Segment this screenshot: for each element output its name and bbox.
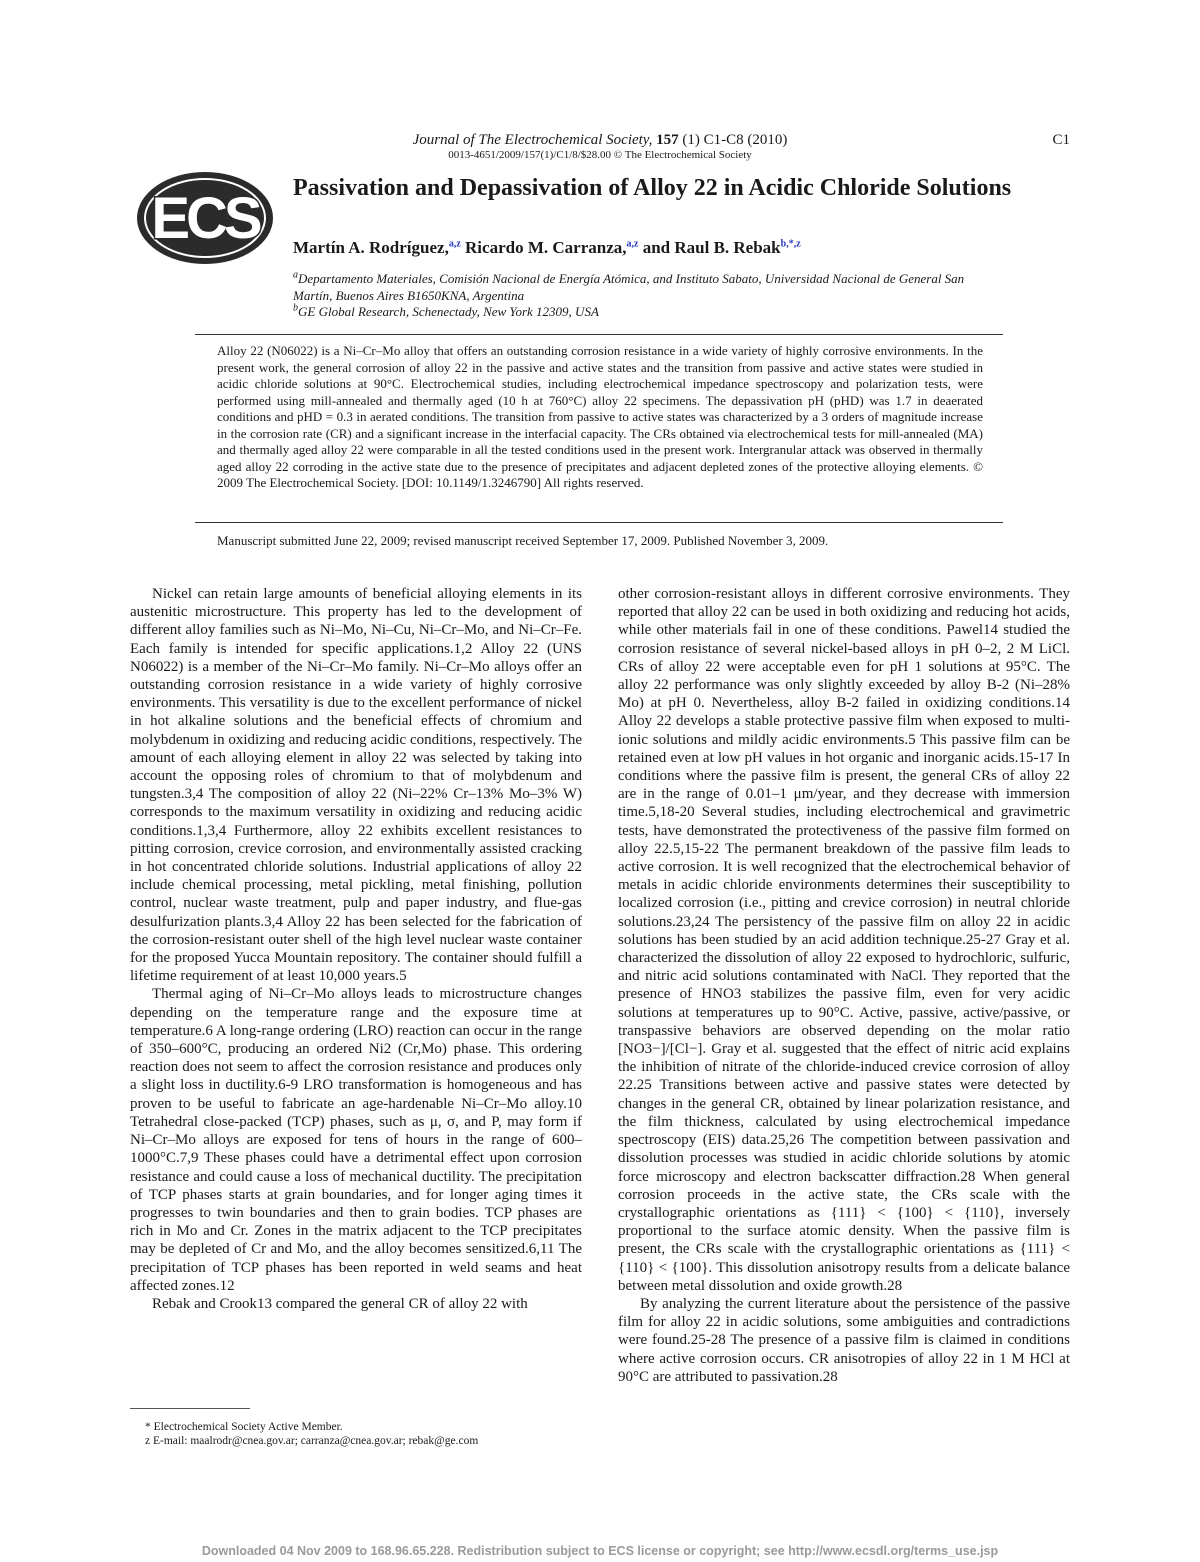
footnote-email: z E-mail: maalrodr@cnea.gov.ar; carranza@cnea.gov.ar; rebak@ge.com — [145, 1435, 479, 1447]
page-number: C1 — [1052, 132, 1070, 148]
manuscript-dates: Manuscript submitted June 22, 2009; revised manuscript received September 17, 2009. Published November 3, 2009. — [217, 533, 829, 548]
journal-issue-pages: (1) C1-C8 (2010) — [682, 132, 788, 148]
footnote-member: * Electrochemical Society Active Member. — [145, 1421, 343, 1433]
download-notice: Downloaded 04 Nov 2009 to 168.96.65.228. Redistribution subject to ECS license or copyright; see http://www.ecsdl.org/terms_use.jsp — [201, 1544, 999, 1558]
issn-line: 0013-4651/2009/157(1)/C1/8/$28.00 © The Electrochemical Society — [448, 149, 752, 161]
paragraph: By analyzing the current literature about the persistence of the passive film for alloy 22 in acidic solutions, some ambiguities and contradictions were found.25-28 The presence of a passive film is claimed in conditions where active corrosion occurs. CR anisotropies of alloy 22 in 1 M HCl at 90°C are attributed to passivation.28 — [618, 1295, 1070, 1385]
author-affiliation-link[interactable]: a,z — [448, 238, 461, 250]
abstract-bottom-rule — [195, 522, 1003, 523]
affiliations — [293, 271, 993, 321]
affiliation-a: $^a$Departamento Materiales, Comisión Nacional de Energía Atómica, and Instituto Sabato, Universidad Nacional de General San Martín, Buenos Aires B1650KNA, Argentina — [293, 269, 965, 303]
affiliation-b: $^b$GE Global Research, Schenectady, New York 12309, USA — [293, 302, 599, 319]
journal-name: Journal of The Electrochemical Society, — [412, 132, 653, 148]
author-name: and Raul B. Rebak — [642, 238, 781, 257]
article-title: Passivation and Depassivation of Alloy 22 in Acidic Chloride Solutions — [293, 175, 1012, 201]
author-name: Martín A. Rodríguez, — [293, 238, 449, 257]
paragraph: Thermal aging of Ni–Cr–Mo alloys leads to microstructure changes depending on the temperature range and the exposure time at temperature.6 A long-range ordering (LRO) reaction can occur in the range of 350–600°C, producing an ordered Ni2 (Cr,Mo) phase. This ordering reaction does not seem to affect the corrosion resistance and produces only a slight loss in ductility.6-9 LRO transformation is homogeneous and has proven to be useful to fabricate an age-hardenable Ni–Cr–Mo alloy.10 Tetrahedral close-packed (TCP) phases, such as μ, σ, and P, may form if Ni–Cr–Mo alloys are exposed for tens of hours in the range of 600–1000°C.7,9 These phases could have a detrimental effect upon corrosion resistance and could cause a loss of mechanical ductility. The precipitation of TCP phases starts at grain boundaries, and for longer aging times it progresses to twin boundaries and then to grain bodies. TCP phases are rich in Mo and Cr. Zones in the matrix adjacent to the TCP precipitates may be depleted of Cr and Mo, and the alloy becomes sensitized.6,11 The precipitation of TCP phases has been reported in weld seams and heat affected zones.12 — [130, 986, 582, 1294]
author-name: Ricardo M. Carranza, — [465, 238, 627, 257]
journal-volume: 157 — [656, 132, 679, 148]
footnote-rule — [130, 1408, 250, 1409]
author-list — [293, 238, 801, 258]
paragraph: Nickel can retain large amounts of beneficial alloying elements in its austenitic microstructure. This property has led to the development of different alloy families such as Ni–Mo, Ni–Cu, Ni–Cr–Mo, and Ni–Cr–Fe. Each family is intended for specific applications.1,2 Alloy 22 (UNS N06022) is a member of the Ni–Cr–Mo family. Ni–Cr–Mo alloys offer an outstanding corrosion resistance in a wide variety of highly corrosive environments. This versatility is due to the excellent performance of nickel in hot alkaline solutions and the beneficial effects of chromium and molybdenum in oxidizing and reducing acidic conditions, respectively. The amount of each alloying element in alloy 22 was selected by taking into account the opposing roles of chromium to that of molybdenum and tungsten.3,4 The composition of alloy 22 (Ni–22% Cr–13% Mo–3% W) corresponds to the maximum versatility in oxidizing and reducing acidic conditions.1,3,4 Furthermore, alloy 22 exhibits excellent resistances to pitting corrosion, crevice corrosion, and environmentally assisted cracking in hot concentrated chloride solutions. Industrial applications of alloy 22 include chemical processing, metal pickling, metal finishing, pollution control, nuclear waste treatment, pulp and paper industry, and flue-gas desulfurization plants.3,4 Alloy 22 has been selected for the fabrication of the corrosion-resistant outer shell of the high level nuclear waste container for the proposed Yucca Mountain repository. The container should fulfill a lifetime requirement of at least 10,000 years.5 — [130, 586, 582, 985]
author-affiliation-link[interactable]: b,*,z — [780, 238, 801, 250]
journal-citation — [0, 132, 1200, 148]
footnotes — [145, 1420, 478, 1448]
abstract: Alloy 22 (N06022) is a Ni–Cr–Mo alloy that offers an outstanding corrosion resistance in a wide variety of highly corrosive environments. In the present work, the general corrosion of alloy 22 in the passive and active states and the transition from passive and active states were studied in acidic chloride solutions at 90°C. Electrochemical studies, including electrochemical impedance spectroscopy and polarization tests, were performed using mill-annealed and thermally aged (10 h at 760°C) alloy 22 specimens. The depassivation pH (pHD) was 1.7 in deaerated conditions and pHD = 0.3 in aerated conditions. The transition from passive to active states was characterized by a 3 orders of magnitude increase in the corrosion rate (CR) and a significant increase in the interfacial capacity. The CRs obtained via electrochemical tests for mill-annealed (MA) and thermally aged alloy 22 were comparable in all the tested conditions used in the present work. Intergranular attack was observed in thermally aged alloy 22 corroding in the active state due to the presence of precipitates and adjacent depleted zones of the protective alloying elements. © 2009 The Electrochemical Society. [DOI: 10.1149/1.3246790] All rights reserved. — [217, 343, 983, 490]
logo-text: ECS — [151, 186, 259, 251]
abstract-top-rule — [195, 334, 1003, 335]
body-column-right — [618, 585, 1070, 1386]
author-affiliation-link[interactable]: a,z — [626, 238, 639, 250]
paragraph: Rebak and Crook13 compared the general CR of alloy 22 with — [152, 1295, 528, 1312]
paragraph: other corrosion-resistant alloys in different corrosive environments. They reported that alloy 22 can be used in both oxidizing and reducing hot acids, while other materials fail in one of these conditions. Pawel14 studied the corrosion resistance of several nickel-based alloys in pH 0–2, 2 M LiCl. CRs of alloy 22 were acceptable even for pH 1 solutions at 95°C. The alloy 22 performance was only slightly exceeded by alloy B-2 (Ni–28% Mo) at pH 0. Nevertheless, alloy B-2 failed in oxidizing conditions.14 Alloy 22 develops a stable protective passive film when exposed to multi-ionic solutions and mildly acidic environments.5 This passive film can be retained even at low pH values in hot organic and inorganic acids.15-17 In conditions where the passive film is present, the general CRs of alloy 22 are in the range of 0.01–1 μm/year, and they decrease with immersion time.5,18-20 Several studies, including electrochemical and gravimetric tests, have demonstrated the protectiveness of the passive film formed on alloy 22.5,15-22 The permanent breakdown of the passive film leads to active corrosion. It is well recognized that the electrochemical behavior of metals in acidic chloride environments determines their susceptibility to localized corrosion (i.e., pitting and crevice corrosion) in neutral chloride solutions.23,24 The persistency of the passive film on alloy 22 in acidic solutions has been studied by an acid addition technique.25-27 Gray et al. characterized the dissolution of alloy 22 exposed to hydrochloric, sulfuric, and nitric acid solutions contaminated with NaCl. They reported that the presence of HNO3 stabilizes the passive film, even for very acidic solutions at temperatures up to 90°C. Active, passive, active/passive, or transpassive behaviors are observed depending on the molar ratio [NO3−]/[Cl−]. Gray et al. suggested that the effect of nitric acid explains the inhibition of nitrate of the chloride-induced crevice corrosion of alloy 22.25 Transitions between active and passive states were detected by changes in the general CR, obtained by linear polarization resistance, and the film thickness, calculated by using electrochemical impedance spectroscopy (EIS) data.25,26 The competition between passivation and dissolution processes was studied in acidic chloride solutions by atomic force microscopy and electron backscatter diffraction.28 When general corrosion proceeds in the active state, the CRs scale with the crystallographic orientations as {111} < {100} < {110}, inversely proportional to the surface atomic density. When the passive film is present, the CRs scale with the crystallographic orientations as {111} < {110} < {100}. This dissolution anisotropy results from a delicate balance between metal dissolution and oxide growth.28 — [618, 586, 1070, 1294]
body-column-left — [130, 585, 582, 1313]
ecs-logo — [135, 168, 275, 268]
